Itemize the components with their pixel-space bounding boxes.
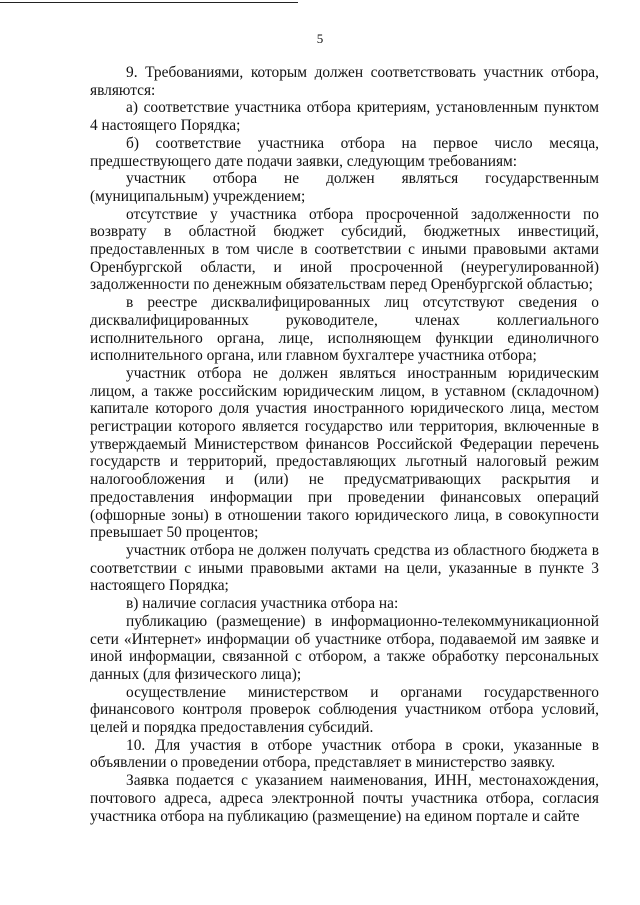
paragraph-item-b: б) соответствие участника отбора на первое число месяца, предшествующего дате подачи заявки, следующим требованиям: bbox=[90, 134, 599, 170]
page-number: 5 bbox=[316, 31, 324, 46]
paragraph-application-details: Заявка подается с указанием наименования, ИНН, местонахождения, почтового адреса, адреса электронной почты участника отбора, согласия участника отбора на публикацию (размещение) на едином портале и сайте bbox=[90, 772, 599, 825]
paragraph-requirement-not-foreign-entity: участник отбора не должен являться иностранным юридическим лицом, а также российским юридическим лицом, в уставном (складочном) капитале которого доля участия иностранного юридического лица, местом регистрации которого является государство или территория, включенные в утверждаемый Министерством финансов Российской Федерации перечень государств и территорий, предоставляющих льготный налоговый режим налогообложения и (или) не предусматривающих раскрытия и предоставления информации при проведении финансовых операций (офшорные зоны) в отношении такого юридического лица, в совокупности превышает 50 процентов; bbox=[90, 364, 599, 542]
paragraph-item-v: в) наличие согласия участника отбора на: bbox=[126, 595, 399, 613]
paragraph-requirement-not-state-institution: участник отбора не должен являться государственным (муниципальным) учреждением; bbox=[90, 170, 599, 205]
paragraph-requirement-disqualified-registry: в реестре дисквалифицированных лиц отсутствуют сведения о дисквалифицированных руководителе, членах коллегиального исполнительного органа, лице, исполняющем функции единоличного исполнительного органа, или главном бухгалтере участника отбора; bbox=[90, 294, 599, 365]
top-rule bbox=[0, 2, 298, 3]
paragraph-consent-publication: публикацию (размещение) в информационно-телекоммуникационной сети «Интернет» информации об участнике отбора, подаваемой им заявке и иной информации, связанной с отбором, а также обработку персональных данных (для физического лица); bbox=[90, 612, 599, 683]
paragraph-consent-inspection: осуществление министерством и органами государственного финансового контроля проверок соблюдения участником отбора условий, целей и порядка предоставления субсидий. bbox=[90, 683, 599, 737]
paragraph-9-intro: 9. Требованиями, которым должен соответствовать участник отбора, являются: bbox=[90, 64, 599, 99]
paragraph-10-application: 10. Для участия в отборе участник отбора в сроки, указанные в объявлении о проведении отбора, представляет в министерство заявку. bbox=[90, 736, 599, 772]
paragraph-item-a: а) соответствие участника отбора критериям, установленным пунктом 4 настоящего Порядка; bbox=[90, 99, 599, 135]
paragraph-requirement-no-overdue-debt: отсутствие у участника отбора просроченной задолженности по возврату в областной бюджет субсидий, бюджетных инвестиций, предоставленных в том числе в соответствии с иными правовыми актами Оренбургской области, и иной просроченной (неурегулированной) задолженности по денежным обязательствам перед Оренбургской областью; bbox=[90, 205, 599, 294]
document-body bbox=[90, 64, 599, 825]
paragraph-requirement-no-other-funds: участник отбора не должен получать средства из областного бюджета в соответствии с иными правовыми актами на цели, указанные в пункте 3 настоящего Порядка; bbox=[90, 541, 599, 595]
